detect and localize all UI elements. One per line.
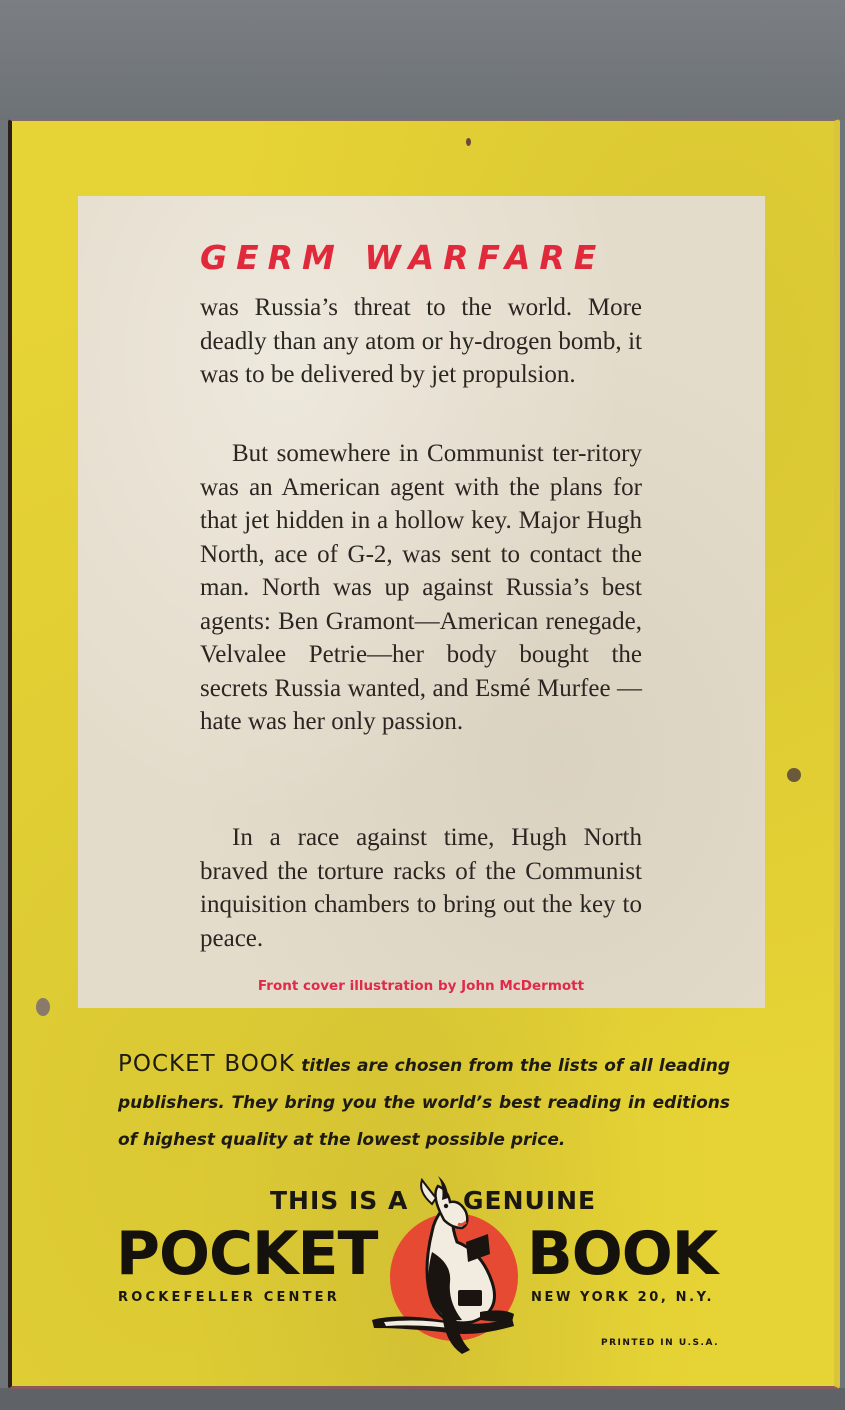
backdrop-bottom bbox=[0, 1388, 845, 1410]
seal-tagline-left: THIS IS A bbox=[270, 1186, 409, 1215]
stain-mark bbox=[787, 768, 801, 782]
promo-body: titles are chosen from the lists of all leading publishers. They bring you the world’s best reading in editions of highest quality at the lowest possible price. bbox=[118, 1056, 730, 1150]
promo-text bbox=[118, 1046, 730, 1159]
printed-in-usa: PRINTED IN U.S.A. bbox=[601, 1338, 719, 1348]
headline: GERM WARFARE bbox=[200, 238, 606, 277]
promo-brand: POCKET BOOK bbox=[118, 1051, 295, 1077]
kangaroo-reading-icon bbox=[362, 1172, 542, 1362]
stain-mark bbox=[36, 998, 50, 1016]
seal-tagline-right: GENUINE bbox=[463, 1186, 597, 1215]
backdrop bbox=[0, 0, 845, 120]
seal-title-right: BOOK bbox=[527, 1219, 718, 1289]
stain-mark bbox=[466, 138, 471, 146]
illustration-credit: Front cover illustration by John McDermott bbox=[257, 978, 585, 994]
seal-address-left: ROCKEFELLER CENTER bbox=[118, 1290, 340, 1305]
seal-title-left: POCKET bbox=[116, 1219, 378, 1289]
blurb-paragraph-3: In a race against time, Hugh North braved the torture racks of the Communist inquisition chambers to bring out the key to peace. bbox=[200, 824, 642, 952]
seal-address-right: NEW YORK 20, N.Y. bbox=[531, 1290, 715, 1305]
blurb-paragraph-1: was Russia’s threat to the world. More deadly than any atom or hy-drogen bomb, it was to be delivered by jet propulsion. bbox=[200, 294, 642, 388]
blurb-paragraph-2: But somewhere in Communist ter-ritory was an American agent with the plans for that jet hidden in a hollow key. Major Hugh North, ace of G-2, was sent to contact the man. North was up against Russia’s best agents: Ben Gramont—American renegade, Velvalee Petrie—her body bought the secrets Russia wanted, and Esmé Murfee — hate was her only passion. bbox=[200, 440, 642, 735]
